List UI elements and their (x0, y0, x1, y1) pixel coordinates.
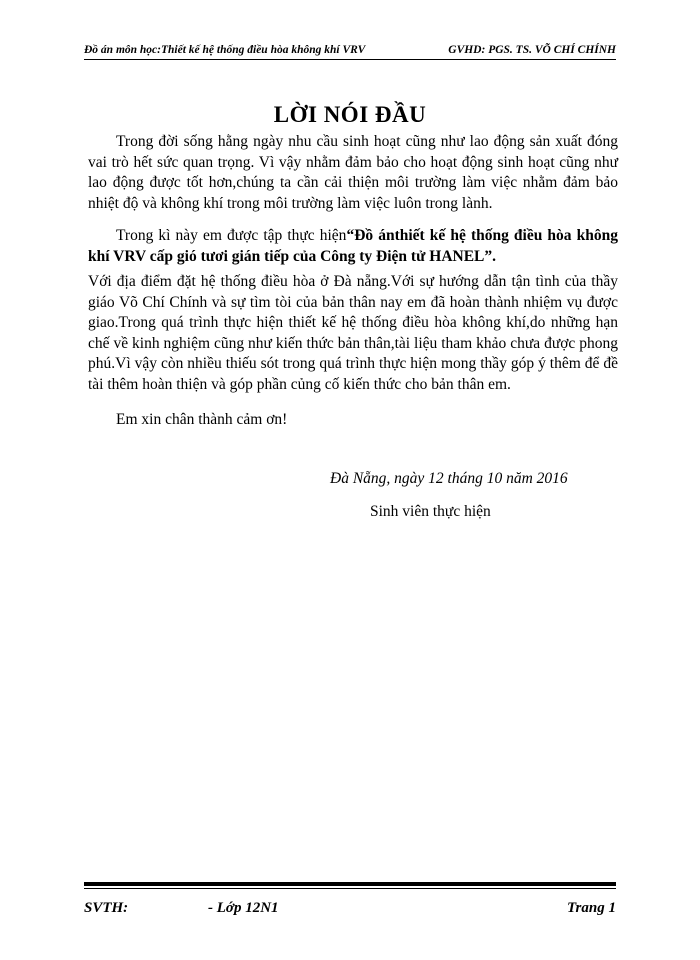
paragraph-project-prefix: Trong kì này em được tập thực hiện (116, 227, 347, 244)
header-divider (84, 59, 616, 60)
footer-divider-thick (84, 882, 616, 886)
footer-class: - Lớp 12N1 (208, 900, 279, 916)
footer-student: SVTH: (84, 900, 129, 916)
paragraph-project (88, 226, 618, 267)
signature-date: Đà Nẵng, ngày 12 tháng 10 năm 2016 (330, 470, 568, 487)
footer-page-number: Trang 1 (566, 900, 616, 916)
paragraph-intro: Trong đời sống hằng ngày nhu cầu sinh hoạt cũng như lao động sản xuất đóng vai trò hết sức quan trọng. Vì vậy nhằm đảm bảo cho hoạt động sinh hoạt cũng như lao động được tốt hơn,chúng ta cần cải thiện môi trường làm việc nhằm đảm bảo nhiệt độ và không khí trong môi trường làm việc luôn trong lành. (88, 133, 618, 212)
project-title: “Đồ ánthiết kế hệ thống điều hòa không khí VRV cấp gió tươi gián tiếp của Công ty Điện tử HANEL”. (88, 227, 618, 265)
header-supervisor: GVHD: PGS. TS. VÕ CHÍ CHÍNH (448, 44, 616, 56)
page-header (84, 44, 616, 56)
paragraph-body: Với địa điểm đặt hệ thống điều hòa ở Đà nẵng.Với sự hướng dẫn tận tình của thầy giáo Võ Chí Chính và sự tìm tòi của bản thân nay em đã hoàn thành nhiệm vụ được giao.Trong quá trình thực hiện thiết kế hệ thống điều hòa không khí,do những hạn chế về kinh nghiệm cũng như kiến thức bản thân,tài liệu tham khảo chưa được phong phú.Vì vậy còn nhiều thiếu sót trong quá trình thực hiện mong thầy góp ý thêm để đề tài thêm hoàn thiện và góp phần củng cố kiến thức cho bản thân em. (88, 273, 618, 393)
signature-label: Sinh viên thực hiện (370, 503, 491, 520)
header-course-title: Đồ án môn học:Thiết kế hệ thống điều hòa không khí VRV (84, 44, 366, 56)
footer-divider-thin (84, 888, 616, 889)
page-title: LỜI NÓI ĐẦU (273, 102, 427, 127)
paragraph-thanks: Em xin chân thành cảm ơn! (116, 411, 288, 428)
